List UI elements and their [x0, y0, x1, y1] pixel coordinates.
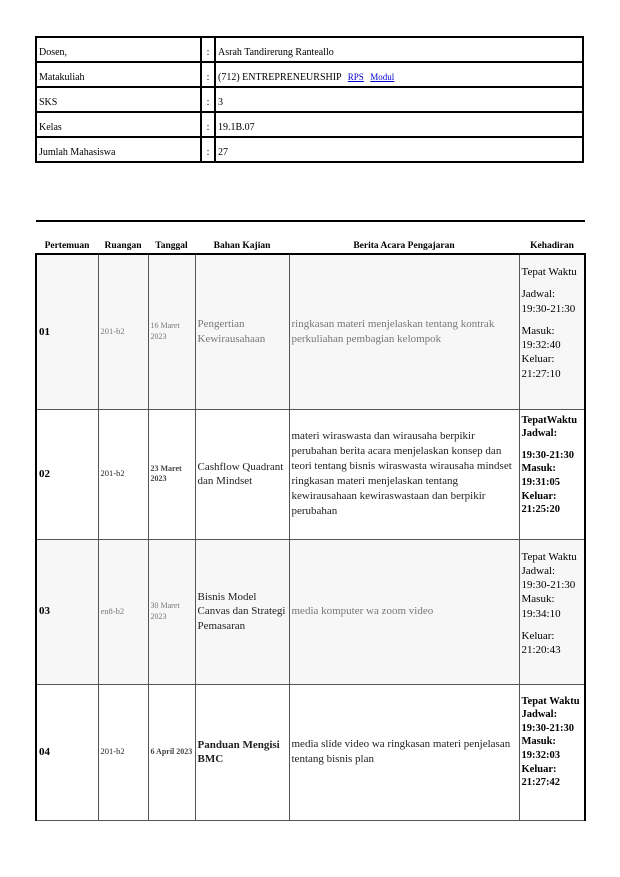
berita-acara-cell: ringkasan materi menjelaskan tentang kontrak perkuliahan pembagian kelompok: [289, 254, 519, 409]
masuk-text: Masuk: 19:32:03: [521, 736, 560, 762]
header-kehadiran: Kehadiran: [519, 221, 585, 254]
keluar-text: Keluar: 21:25:20: [521, 490, 560, 516]
info-row-dosen: [36, 37, 583, 62]
kelas-label: Kelas: [36, 112, 201, 137]
jadwal-text: Jadwal: 19:30-21:30: [521, 564, 576, 592]
sks-value: 3: [215, 87, 583, 112]
berita-acara-cell: media komputer wa zoom video: [289, 539, 519, 684]
tanggal-cell: 23 Maret 2023: [148, 409, 195, 539]
schedule-header-row: [36, 221, 585, 254]
tanggal-cell: 6 April 2023: [148, 684, 195, 820]
ruangan-cell: 201-b2: [98, 684, 148, 820]
status-text: Tepat Waktu: [521, 266, 577, 278]
table-row: [36, 684, 585, 820]
keluar-text: Keluar: 21:27:10: [521, 353, 561, 380]
pertemuan-cell: 04: [36, 684, 98, 820]
header-tanggal: Tanggal: [148, 221, 195, 254]
separator: :: [201, 112, 215, 137]
jadwal-text: Jadwal:: [521, 428, 558, 440]
separator: :: [201, 62, 215, 87]
modul-link[interactable]: Modul: [370, 72, 395, 82]
jadwal-time-text: 19:30-21:30: [521, 449, 574, 461]
jadwal-text: Jadwal: 19:30-21:30: [521, 709, 574, 734]
header-bahan-kajian: Bahan Kajian: [195, 221, 289, 254]
masuk-text: Masuk: 19:34:10: [521, 593, 561, 620]
table-row: [36, 539, 585, 684]
jumlah-label: Jumlah Mahasiswa: [36, 137, 201, 162]
sks-label: SKS: [36, 87, 201, 112]
kelas-value: 19.1B.07: [215, 112, 583, 137]
bahan-kajian-cell: Bisnis Model Canvas dan Strategi Pemasaran: [195, 539, 289, 684]
berita-acara-cell: materi wiraswasta dan wirausaha berpikir perubahan berita acara menjelaskan konsep dan teori tentang bisnis wiraswasta wirausaha mindset ringkasan materi menjelaskan tentang kewirausahaan kewiraswastaan dan berpikir perubahan: [289, 409, 519, 539]
kehadiran-cell: [519, 409, 585, 539]
header-berita-acara: Berita Acara Pengajaran: [289, 221, 519, 254]
pertemuan-cell: 03: [36, 539, 98, 684]
ruangan-cell: 201-b2: [98, 409, 148, 539]
table-row: [36, 409, 585, 539]
dosen-value: Asrah Tandirerung Ranteallo: [215, 37, 583, 62]
masuk-text: Masuk: 19:31:05: [521, 463, 560, 489]
matakuliah-cell: [215, 62, 583, 87]
info-row-kelas: [36, 112, 583, 137]
separator: :: [201, 87, 215, 112]
header-pertemuan: Pertemuan: [36, 221, 98, 254]
status-text: Tepat Waktu: [521, 550, 577, 563]
ruangan-cell: 201-b2: [98, 254, 148, 409]
schedule-table: [35, 220, 586, 821]
course-info-table: [35, 36, 584, 163]
keluar-text: Keluar: 21:20:43: [521, 629, 561, 657]
status-text: TepatWaktu: [521, 414, 578, 426]
matakuliah-value: (712) ENTREPRENEURSHIP: [218, 72, 342, 83]
table-row: [36, 254, 585, 409]
rps-link[interactable]: RPS: [347, 72, 364, 82]
status-text: Tepat Waktu: [521, 695, 580, 707]
pertemuan-cell: 02: [36, 409, 98, 539]
header-ruangan: Ruangan: [98, 221, 148, 254]
kehadiran-cell: [519, 539, 585, 684]
berita-acara-cell: media slide video wa ringkasan materi penjelasan tentang bisnis plan: [289, 684, 519, 820]
tanggal-cell: 30 Maret 2023: [148, 539, 195, 684]
jumlah-value: 27: [215, 137, 583, 162]
separator: :: [201, 37, 215, 62]
dosen-label: Dosen,: [36, 37, 201, 62]
jadwal-text: Jadwal: 19:30-21:30: [521, 288, 576, 315]
kehadiran-cell: [519, 254, 585, 409]
info-row-sks: [36, 87, 583, 112]
tanggal-cell: 16 Maret 2023: [148, 254, 195, 409]
bahan-kajian-cell: Cashflow Quadrant dan Mindset: [195, 409, 289, 539]
pertemuan-cell: 01: [36, 254, 98, 409]
matakuliah-label: Matakuliah: [36, 62, 201, 87]
separator: :: [201, 137, 215, 162]
kehadiran-cell: [519, 684, 585, 820]
masuk-text: Masuk: 19:32:40: [521, 324, 561, 352]
bahan-kajian-cell: Pengertian Kewirausahaan: [195, 254, 289, 409]
info-row-jumlah: [36, 137, 583, 162]
info-row-matakuliah: [36, 62, 583, 87]
keluar-text: Keluar: 21:27:42: [521, 763, 560, 789]
bahan-kajian-cell: Panduan Mengisi BMC: [195, 684, 289, 820]
ruangan-cell: en8-b2: [98, 539, 148, 684]
